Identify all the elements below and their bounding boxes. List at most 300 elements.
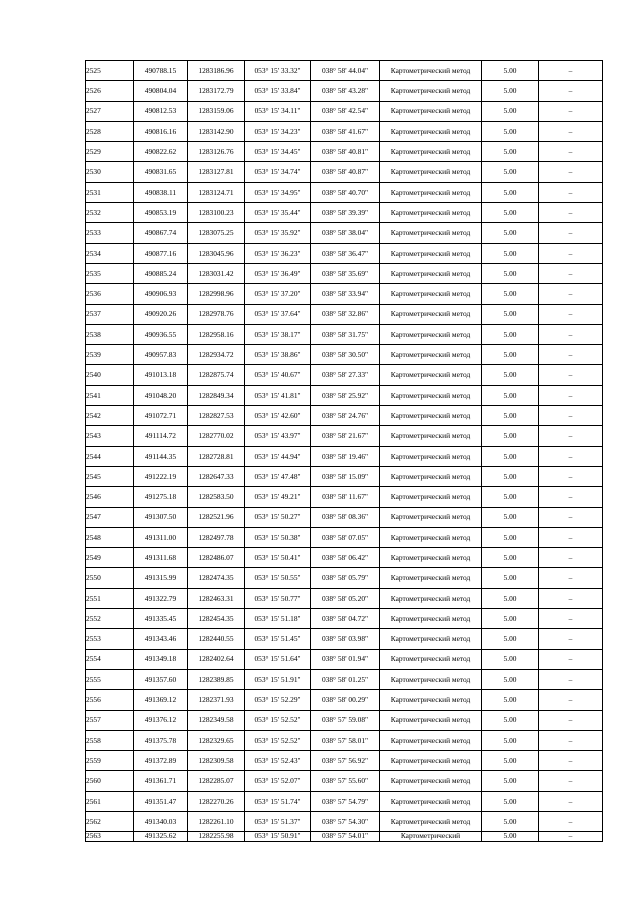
method-cell: Картометрический метод	[380, 142, 482, 162]
latitude-cell: 053° 15' 51.37"	[245, 811, 311, 831]
x-coordinate-cell: 491325.62	[134, 832, 188, 842]
latitude-cell: 053° 15' 50.27"	[245, 507, 311, 527]
longitude-cell: 038° 58' 36.47"	[311, 243, 380, 263]
y-coordinate-cell: 1282849.34	[188, 385, 245, 405]
method-cell: Картометрический метод	[380, 771, 482, 791]
latitude-cell: 053° 15' 52.29"	[245, 690, 311, 710]
latitude-cell: 053° 15' 50.41"	[245, 548, 311, 568]
accuracy-cell: 5.00	[482, 548, 539, 568]
table-row	[86, 426, 603, 446]
method-cell: Картометрический метод	[380, 81, 482, 101]
accuracy-cell: 5.00	[482, 588, 539, 608]
table-row	[86, 832, 603, 842]
accuracy-cell: 5.00	[482, 182, 539, 202]
latitude-cell: 053° 15' 34.74"	[245, 162, 311, 182]
longitude-cell: 038° 57' 55.60"	[311, 771, 380, 791]
method-cell: Картометрический метод	[380, 182, 482, 202]
y-coordinate-cell: 1283124.71	[188, 182, 245, 202]
point-number-cell: 2546	[86, 487, 134, 507]
description-cell: –	[539, 182, 603, 202]
accuracy-cell: 5.00	[482, 446, 539, 466]
y-coordinate-cell: 1282521.96	[188, 507, 245, 527]
point-number-cell: 2554	[86, 649, 134, 669]
accuracy-cell: 5.00	[482, 710, 539, 730]
x-coordinate-cell: 490838.11	[134, 182, 188, 202]
table-row	[86, 162, 603, 182]
accuracy-cell: 5.00	[482, 385, 539, 405]
table-row	[86, 487, 603, 507]
description-cell: –	[539, 487, 603, 507]
table-row	[86, 609, 603, 629]
method-cell: Картометрический метод	[380, 669, 482, 689]
table-row	[86, 324, 603, 344]
table-row	[86, 365, 603, 385]
x-coordinate-cell: 491311.00	[134, 527, 188, 547]
longitude-cell: 038° 58' 33.94"	[311, 284, 380, 304]
table-row	[86, 284, 603, 304]
accuracy-cell: 5.00	[482, 811, 539, 831]
table-row	[86, 690, 603, 710]
y-coordinate-cell: 1282329.65	[188, 730, 245, 750]
table-row	[86, 771, 603, 791]
longitude-cell: 038° 58' 40.81"	[311, 142, 380, 162]
point-number-cell: 2533	[86, 223, 134, 243]
description-cell: –	[539, 771, 603, 791]
y-coordinate-cell: 1282349.58	[188, 710, 245, 730]
accuracy-cell: 5.00	[482, 324, 539, 344]
x-coordinate-cell: 490867.74	[134, 223, 188, 243]
y-coordinate-cell: 1282875.74	[188, 365, 245, 385]
x-coordinate-cell: 491357.60	[134, 669, 188, 689]
y-coordinate-cell: 1283186.96	[188, 61, 245, 81]
longitude-cell: 038° 58' 01.25"	[311, 669, 380, 689]
longitude-cell: 038° 58' 15.09"	[311, 466, 380, 486]
point-number-cell: 2542	[86, 406, 134, 426]
table-row	[86, 548, 603, 568]
description-cell: –	[539, 690, 603, 710]
y-coordinate-cell: 1282371.93	[188, 690, 245, 710]
longitude-cell: 038° 57' 58.01"	[311, 730, 380, 750]
table-row	[86, 527, 603, 547]
accuracy-cell: 5.00	[482, 507, 539, 527]
latitude-cell: 053° 15' 51.18"	[245, 609, 311, 629]
method-cell: Картометрический метод	[380, 527, 482, 547]
point-number-cell: 2541	[86, 385, 134, 405]
point-number-cell: 2548	[86, 527, 134, 547]
accuracy-cell: 5.00	[482, 527, 539, 547]
table-row	[86, 182, 603, 202]
point-number-cell: 2558	[86, 730, 134, 750]
point-number-cell: 2550	[86, 568, 134, 588]
latitude-cell: 053° 15' 44.94"	[245, 446, 311, 466]
description-cell: –	[539, 223, 603, 243]
accuracy-cell: 5.00	[482, 426, 539, 446]
point-number-cell: 2531	[86, 182, 134, 202]
table-row	[86, 142, 603, 162]
table-row	[86, 730, 603, 750]
y-coordinate-cell: 1282454.35	[188, 609, 245, 629]
point-number-cell: 2563	[86, 832, 134, 842]
description-cell: –	[539, 629, 603, 649]
x-coordinate-cell: 490936.55	[134, 324, 188, 344]
point-number-cell: 2561	[86, 791, 134, 811]
table-row	[86, 263, 603, 283]
y-coordinate-cell: 1282728.81	[188, 446, 245, 466]
method-cell: Картометрический метод	[380, 609, 482, 629]
longitude-cell: 038° 58' 05.20"	[311, 588, 380, 608]
description-cell: –	[539, 710, 603, 730]
y-coordinate-cell: 1282647.33	[188, 466, 245, 486]
latitude-cell: 053° 15' 52.52"	[245, 710, 311, 730]
point-number-cell: 2534	[86, 243, 134, 263]
description-cell: –	[539, 385, 603, 405]
y-coordinate-cell: 1283045.96	[188, 243, 245, 263]
x-coordinate-cell: 490877.16	[134, 243, 188, 263]
method-cell: Картометрический метод	[380, 730, 482, 750]
table-row	[86, 710, 603, 730]
point-number-cell: 2560	[86, 771, 134, 791]
method-cell: Картометрический метод	[380, 629, 482, 649]
y-coordinate-cell: 1282497.78	[188, 527, 245, 547]
description-cell: –	[539, 81, 603, 101]
method-cell: Картометрический метод	[380, 811, 482, 831]
description-cell: –	[539, 507, 603, 527]
longitude-cell: 038° 58' 41.67"	[311, 121, 380, 141]
accuracy-cell: 5.00	[482, 81, 539, 101]
x-coordinate-cell: 491275.18	[134, 487, 188, 507]
x-coordinate-cell: 491369.12	[134, 690, 188, 710]
description-cell: –	[539, 101, 603, 121]
description-cell: –	[539, 791, 603, 811]
y-coordinate-cell: 1283075.25	[188, 223, 245, 243]
method-cell: Картометрический метод	[380, 324, 482, 344]
latitude-cell: 053° 15' 51.64"	[245, 649, 311, 669]
latitude-cell: 053° 15' 34.45"	[245, 142, 311, 162]
x-coordinate-cell: 490957.83	[134, 345, 188, 365]
longitude-cell: 038° 57' 54.01"	[311, 832, 380, 842]
y-coordinate-cell: 1282770.02	[188, 426, 245, 446]
y-coordinate-cell: 1283031.42	[188, 263, 245, 283]
y-coordinate-cell: 1283126.76	[188, 142, 245, 162]
longitude-cell: 038° 58' 06.42"	[311, 548, 380, 568]
accuracy-cell: 5.00	[482, 406, 539, 426]
point-number-cell: 2537	[86, 304, 134, 324]
description-cell: –	[539, 243, 603, 263]
table-row	[86, 629, 603, 649]
description-cell: –	[539, 263, 603, 283]
longitude-cell: 038° 58' 40.87"	[311, 162, 380, 182]
longitude-cell: 038° 58' 44.04"	[311, 61, 380, 81]
latitude-cell: 053° 15' 43.97"	[245, 426, 311, 446]
longitude-cell: 038° 58' 11.67"	[311, 487, 380, 507]
method-cell: Картометрический	[380, 832, 482, 842]
point-number-cell: 2528	[86, 121, 134, 141]
table-row	[86, 101, 603, 121]
table-row	[86, 466, 603, 486]
longitude-cell: 038° 57' 59.08"	[311, 710, 380, 730]
y-coordinate-cell: 1282261.10	[188, 811, 245, 831]
description-cell: –	[539, 811, 603, 831]
latitude-cell: 053° 15' 41.81"	[245, 385, 311, 405]
accuracy-cell: 5.00	[482, 203, 539, 223]
table-row	[86, 406, 603, 426]
x-coordinate-cell: 491335.45	[134, 609, 188, 629]
y-coordinate-cell: 1282978.76	[188, 304, 245, 324]
longitude-cell: 038° 58' 32.86"	[311, 304, 380, 324]
method-cell: Картометрический метод	[380, 243, 482, 263]
method-cell: Картометрический метод	[380, 690, 482, 710]
method-cell: Картометрический метод	[380, 649, 482, 669]
longitude-cell: 038° 58' 00.29"	[311, 690, 380, 710]
x-coordinate-cell: 491376.12	[134, 710, 188, 730]
longitude-cell: 038° 58' 01.94"	[311, 649, 380, 669]
accuracy-cell: 5.00	[482, 243, 539, 263]
longitude-cell: 038° 58' 35.69"	[311, 263, 380, 283]
method-cell: Картометрический метод	[380, 162, 482, 182]
y-coordinate-cell: 1282270.26	[188, 791, 245, 811]
latitude-cell: 053° 15' 37.20"	[245, 284, 311, 304]
longitude-cell: 038° 58' 30.50"	[311, 345, 380, 365]
latitude-cell: 053° 15' 38.17"	[245, 324, 311, 344]
x-coordinate-cell: 490906.93	[134, 284, 188, 304]
description-cell: –	[539, 426, 603, 446]
y-coordinate-cell: 1282309.58	[188, 751, 245, 771]
x-coordinate-cell: 491375.78	[134, 730, 188, 750]
description-cell: –	[539, 730, 603, 750]
description-cell: –	[539, 61, 603, 81]
latitude-cell: 053° 15' 50.77"	[245, 588, 311, 608]
x-coordinate-cell: 491222.19	[134, 466, 188, 486]
description-cell: –	[539, 142, 603, 162]
point-number-cell: 2552	[86, 609, 134, 629]
y-coordinate-cell: 1283159.06	[188, 101, 245, 121]
longitude-cell: 038° 57' 54.79"	[311, 791, 380, 811]
description-cell: –	[539, 669, 603, 689]
latitude-cell: 053° 15' 38.86"	[245, 345, 311, 365]
table-row	[86, 507, 603, 527]
longitude-cell: 038° 58' 05.79"	[311, 568, 380, 588]
latitude-cell: 053° 15' 33.32"	[245, 61, 311, 81]
table-row	[86, 203, 603, 223]
method-cell: Картометрический метод	[380, 345, 482, 365]
accuracy-cell: 5.00	[482, 304, 539, 324]
accuracy-cell: 5.00	[482, 61, 539, 81]
table-row	[86, 81, 603, 101]
latitude-cell: 053° 15' 40.67"	[245, 365, 311, 385]
x-coordinate-cell: 491372.89	[134, 751, 188, 771]
x-coordinate-cell: 490804.04	[134, 81, 188, 101]
table-row	[86, 791, 603, 811]
point-number-cell: 2530	[86, 162, 134, 182]
method-cell: Картометрический метод	[380, 406, 482, 426]
accuracy-cell: 5.00	[482, 730, 539, 750]
description-cell: –	[539, 832, 603, 842]
y-coordinate-cell: 1282486.07	[188, 548, 245, 568]
table-row	[86, 345, 603, 365]
method-cell: Картометрический метод	[380, 710, 482, 730]
latitude-cell: 053° 15' 35.44"	[245, 203, 311, 223]
latitude-cell: 053° 15' 50.55"	[245, 568, 311, 588]
method-cell: Картометрический метод	[380, 791, 482, 811]
description-cell: –	[539, 446, 603, 466]
accuracy-cell: 5.00	[482, 162, 539, 182]
point-number-cell: 2544	[86, 446, 134, 466]
accuracy-cell: 5.00	[482, 101, 539, 121]
accuracy-cell: 5.00	[482, 263, 539, 283]
table-row	[86, 669, 603, 689]
point-number-cell: 2553	[86, 629, 134, 649]
accuracy-cell: 5.00	[482, 466, 539, 486]
accuracy-cell: 5.00	[482, 629, 539, 649]
point-number-cell: 2551	[86, 588, 134, 608]
x-coordinate-cell: 491340.03	[134, 811, 188, 831]
longitude-cell: 038° 58' 21.67"	[311, 426, 380, 446]
description-cell: –	[539, 568, 603, 588]
point-number-cell: 2562	[86, 811, 134, 831]
method-cell: Картометрический метод	[380, 487, 482, 507]
y-coordinate-cell: 1282285.07	[188, 771, 245, 791]
accuracy-cell: 5.00	[482, 487, 539, 507]
point-number-cell: 2557	[86, 710, 134, 730]
x-coordinate-cell: 490831.65	[134, 162, 188, 182]
latitude-cell: 053° 15' 35.92"	[245, 223, 311, 243]
longitude-cell: 038° 57' 54.30"	[311, 811, 380, 831]
longitude-cell: 038° 57' 56.92"	[311, 751, 380, 771]
description-cell: –	[539, 162, 603, 182]
longitude-cell: 038° 58' 08.36"	[311, 507, 380, 527]
point-number-cell: 2526	[86, 81, 134, 101]
point-number-cell: 2525	[86, 61, 134, 81]
latitude-cell: 053° 15' 52.07"	[245, 771, 311, 791]
latitude-cell: 053° 15' 42.60"	[245, 406, 311, 426]
y-coordinate-cell: 1282389.85	[188, 669, 245, 689]
description-cell: –	[539, 345, 603, 365]
x-coordinate-cell: 491349.18	[134, 649, 188, 669]
latitude-cell: 053° 15' 52.43"	[245, 751, 311, 771]
table-row	[86, 304, 603, 324]
point-number-cell: 2543	[86, 426, 134, 446]
longitude-cell: 038° 58' 04.72"	[311, 609, 380, 629]
longitude-cell: 038° 58' 07.05"	[311, 527, 380, 547]
longitude-cell: 038° 58' 40.70"	[311, 182, 380, 202]
x-coordinate-cell: 491307.50	[134, 507, 188, 527]
description-cell: –	[539, 548, 603, 568]
method-cell: Картометрический метод	[380, 284, 482, 304]
y-coordinate-cell: 1282402.64	[188, 649, 245, 669]
point-number-cell: 2559	[86, 751, 134, 771]
accuracy-cell: 5.00	[482, 832, 539, 842]
point-number-cell: 2529	[86, 142, 134, 162]
table-row	[86, 568, 603, 588]
point-number-cell: 2535	[86, 263, 134, 283]
table-row	[86, 385, 603, 405]
table-row	[86, 588, 603, 608]
point-number-cell: 2532	[86, 203, 134, 223]
accuracy-cell: 5.00	[482, 365, 539, 385]
x-coordinate-cell: 490812.53	[134, 101, 188, 121]
y-coordinate-cell: 1282255.98	[188, 832, 245, 842]
x-coordinate-cell: 490816.16	[134, 121, 188, 141]
y-coordinate-cell: 1282463.31	[188, 588, 245, 608]
latitude-cell: 053° 15' 33.84"	[245, 81, 311, 101]
y-coordinate-cell: 1282474.35	[188, 568, 245, 588]
method-cell: Картометрический метод	[380, 426, 482, 446]
longitude-cell: 038° 58' 31.75"	[311, 324, 380, 344]
x-coordinate-cell: 490853.19	[134, 203, 188, 223]
accuracy-cell: 5.00	[482, 690, 539, 710]
x-coordinate-cell: 491351.47	[134, 791, 188, 811]
x-coordinate-cell: 491144.35	[134, 446, 188, 466]
accuracy-cell: 5.00	[482, 223, 539, 243]
method-cell: Картометрический метод	[380, 365, 482, 385]
method-cell: Картометрический метод	[380, 223, 482, 243]
x-coordinate-cell: 491114.72	[134, 426, 188, 446]
description-cell: –	[539, 466, 603, 486]
y-coordinate-cell: 1282440.55	[188, 629, 245, 649]
x-coordinate-cell: 490885.24	[134, 263, 188, 283]
method-cell: Картометрический метод	[380, 588, 482, 608]
description-cell: –	[539, 649, 603, 669]
y-coordinate-cell: 1282934.72	[188, 345, 245, 365]
accuracy-cell: 5.00	[482, 751, 539, 771]
accuracy-cell: 5.00	[482, 669, 539, 689]
accuracy-cell: 5.00	[482, 284, 539, 304]
accuracy-cell: 5.00	[482, 791, 539, 811]
description-cell: –	[539, 304, 603, 324]
x-coordinate-cell: 491048.20	[134, 385, 188, 405]
point-number-cell: 2555	[86, 669, 134, 689]
y-coordinate-cell: 1282583.50	[188, 487, 245, 507]
table-row	[86, 61, 603, 81]
table-row	[86, 811, 603, 831]
latitude-cell: 053° 15' 52.52"	[245, 730, 311, 750]
y-coordinate-cell: 1283127.81	[188, 162, 245, 182]
method-cell: Картометрический метод	[380, 263, 482, 283]
table-row	[86, 751, 603, 771]
description-cell: –	[539, 121, 603, 141]
method-cell: Картометрический метод	[380, 101, 482, 121]
method-cell: Картометрический метод	[380, 548, 482, 568]
y-coordinate-cell: 1282958.16	[188, 324, 245, 344]
x-coordinate-cell: 490822.62	[134, 142, 188, 162]
latitude-cell: 053° 15' 51.45"	[245, 629, 311, 649]
x-coordinate-cell: 490920.26	[134, 304, 188, 324]
x-coordinate-cell: 491315.99	[134, 568, 188, 588]
table-row	[86, 223, 603, 243]
coordinates-table	[85, 60, 603, 842]
y-coordinate-cell: 1282998.96	[188, 284, 245, 304]
method-cell: Картометрический метод	[380, 446, 482, 466]
description-cell: –	[539, 324, 603, 344]
y-coordinate-cell: 1283142.90	[188, 121, 245, 141]
longitude-cell: 038° 58' 27.33"	[311, 365, 380, 385]
latitude-cell: 053° 15' 37.64"	[245, 304, 311, 324]
point-number-cell: 2556	[86, 690, 134, 710]
point-number-cell: 2527	[86, 101, 134, 121]
accuracy-cell: 5.00	[482, 142, 539, 162]
table-row	[86, 121, 603, 141]
table-row	[86, 243, 603, 263]
description-cell: –	[539, 527, 603, 547]
latitude-cell: 053° 15' 50.91"	[245, 832, 311, 842]
x-coordinate-cell: 491013.18	[134, 365, 188, 385]
point-number-cell: 2549	[86, 548, 134, 568]
point-number-cell: 2538	[86, 324, 134, 344]
y-coordinate-cell: 1282827.53	[188, 406, 245, 426]
method-cell: Картометрический метод	[380, 304, 482, 324]
latitude-cell: 053° 15' 34.23"	[245, 121, 311, 141]
longitude-cell: 038° 58' 38.04"	[311, 223, 380, 243]
